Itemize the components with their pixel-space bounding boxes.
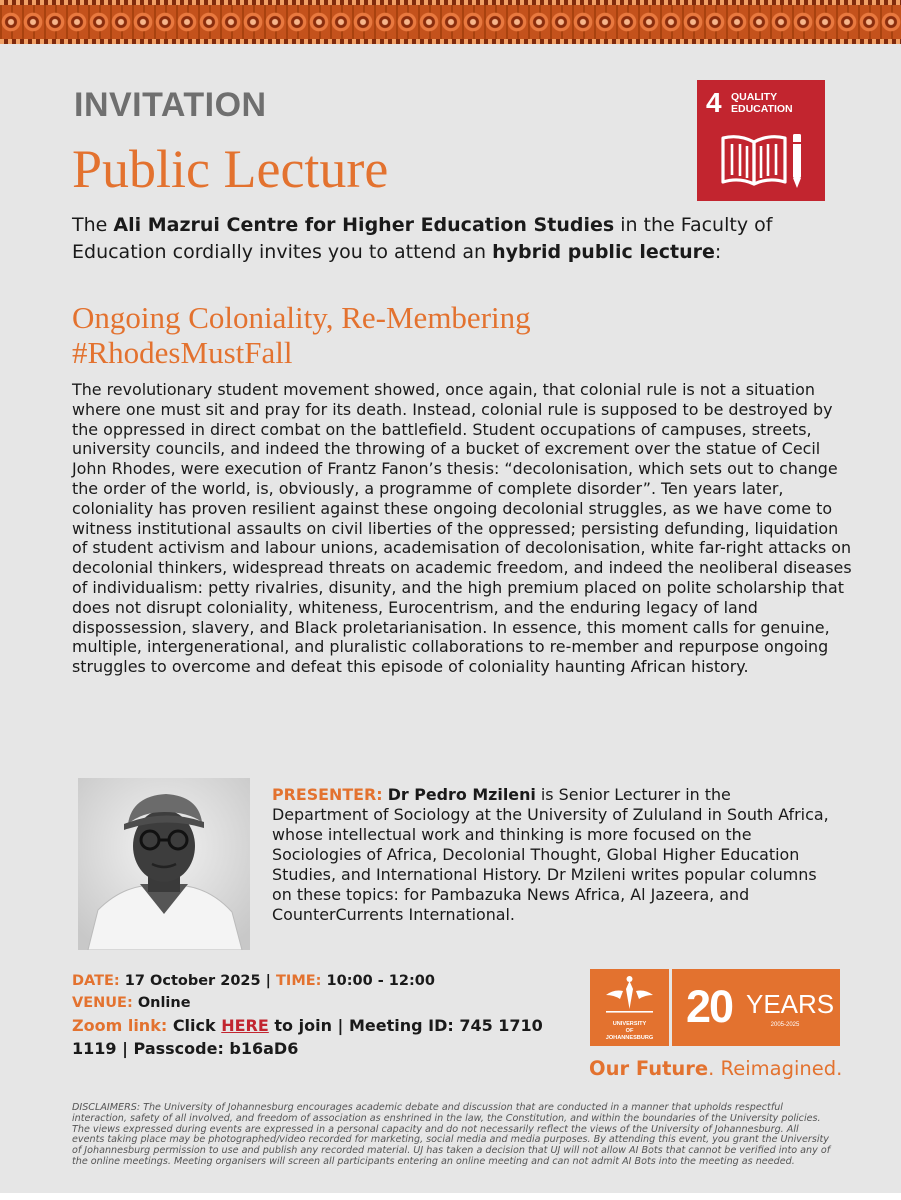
lecture-title-line2: #RhodesMustFall xyxy=(72,335,293,370)
uj-name xyxy=(590,1021,669,1042)
lecture-abstract: The revolutionary student movement showed, once again, that colonial rule is not a situation where one must sit and pray for its death. Instead, colonial rule is supposed to be destroyed by the oppressed in direct combat on the battlefield. Student occupations of campuses, streets, university councils, and indeed the throwing of a bucket of excrement over the statue of Cecil John Rhodes, were execution of Frantz Fanon’s thesis: “decolonisation, which sets out to change the order of the world, is, obviously, a programme of complete disorder”. Ten years later, coloniality has proven resilient against these ongoing decolonial struggles, as we have come to witness institutional assaults on civil liberties of the oppressed; persisting defunding, liquidation of student activism and labour unions, academisation of decolonisation, white far-right attacks on decolonial thinkers, widespread threats on academic freedom, and indeed the neoliberal diseases of individualism: petty rivalries, disunity, and the high premium placed on polite scholarship that does not disrupt coloniality, whiteness, Eurocentrism, and the enduring legacy of land dispossession, slavery, and Black proletarianisation. In essence, this moment calls for genuine, multiple, intergenerational, and pluralistic collaborations to re-member and repurpose ongoing struggles to overcome and defeat this episode of coloniality haunting African history. xyxy=(72,380,852,677)
intro-text-1: The xyxy=(72,214,114,236)
presenter-name: Dr Pedro Mzileni xyxy=(387,785,536,804)
presenter-portrait xyxy=(78,778,250,950)
intro-paragraph xyxy=(72,212,832,266)
venue-line xyxy=(72,992,577,1014)
uj-emblem-icon xyxy=(590,969,669,1021)
presenter-label: PRESENTER: xyxy=(272,785,383,804)
sdg-label-line1: QUALITY xyxy=(731,91,778,103)
invitation-label: INVITATION xyxy=(74,86,267,124)
time-value: 10:00 - 12:00 xyxy=(326,973,435,989)
zoom-join-link[interactable]: HERE xyxy=(221,1016,269,1035)
zoom-join-text: to join | Meeting ID: 745 1710 1119 | Passcode: b16aD6 xyxy=(72,1016,543,1058)
lecture-format: hybrid public lecture xyxy=(492,241,715,263)
sdg-number: 4 xyxy=(706,87,722,118)
anniversary-word: YEARS xyxy=(746,989,835,1019)
decorative-pattern-border xyxy=(0,0,901,44)
book-pencil-icon xyxy=(719,128,805,190)
date-time-line xyxy=(72,970,577,992)
sdg-label xyxy=(731,91,811,115)
uj-name-line1: UNIVERSITY xyxy=(612,1021,647,1027)
presenter-bio-text: is Senior Lecturer in the Department of Sociology at the University of Zululand in South Africa, whose intellectual work and thinking is more focused on the Sociologies of Africa, Decolonial Thought, Global Higher Education Studies, and International History. Dr Mzileni writes popular columns on these topics: for Pambazuka News Africa, Al Jazeera, and CounterCurrents International. xyxy=(272,785,829,924)
tagline-rest: . Reimagined. xyxy=(708,1057,843,1080)
lecture-title xyxy=(72,300,772,370)
uj-name-line3: JOHANNESBURG xyxy=(605,1035,654,1041)
presenter-bio xyxy=(272,785,832,925)
intro-text-3: : xyxy=(714,241,722,263)
uj-tagline xyxy=(589,1056,842,1082)
event-type-title: Public Lecture xyxy=(72,139,389,199)
anniversary-range: 2005-2025 xyxy=(770,1022,800,1028)
lecture-title-line1: Ongoing Coloniality, Re-Membering xyxy=(72,300,531,335)
event-details xyxy=(72,970,577,1060)
disclaimer-text: DISCLAIMERS: The University of Johannesburg encourages academic debate and discussion that are conducted in a manner that upholds respectful interaction, safety of all involved, and freedom of association as enshrined in the law, the Constitution, and within the boundaries of the University policies. The views expressed during events are expressed in a personal capacity and do not necessarily reflect the views of the University of Johannesburg. All events taking place may be photographed/video recorded for marketing, social media and media purposes. By attending this event, you grant the University of Johannesburg permission to use and publish any recorded material. UJ has taken a decision that UJ will not allow AI Bots that cannot be verified into any of the online meetings. Meeting organisers will screen all participants entering an online meeting and can not admit AI Bots into the meeting as needed. xyxy=(72,1102,831,1167)
intro-text-2: in the Faculty of Education cordially invites you to attend an xyxy=(72,214,773,263)
uj-name-line2: OF xyxy=(625,1028,634,1034)
sdg-label-line2: EDUCATION xyxy=(731,103,793,115)
separator: | xyxy=(265,973,271,989)
zoom-click-text: Click xyxy=(172,1016,216,1035)
centre-name: Ali Mazrui Centre for Higher Education Studies xyxy=(113,214,615,236)
anniversary-number: 20 xyxy=(686,981,733,1032)
venue-value: Online xyxy=(137,995,191,1011)
time-label: TIME: xyxy=(276,973,322,989)
zoom-line xyxy=(72,1014,577,1060)
sdg-quality-education-badge xyxy=(697,80,825,201)
uj-logo-emblem-box xyxy=(590,969,669,1046)
date-value: 17 October 2025 xyxy=(124,973,261,989)
venue-label: VENUE: xyxy=(72,995,133,1011)
zoom-label: Zoom link: xyxy=(72,1016,168,1035)
presenter-photo xyxy=(78,778,250,950)
twenty-years-box xyxy=(672,969,840,1046)
date-label: DATE: xyxy=(72,973,120,989)
tagline-bold: Our Future xyxy=(589,1057,709,1080)
